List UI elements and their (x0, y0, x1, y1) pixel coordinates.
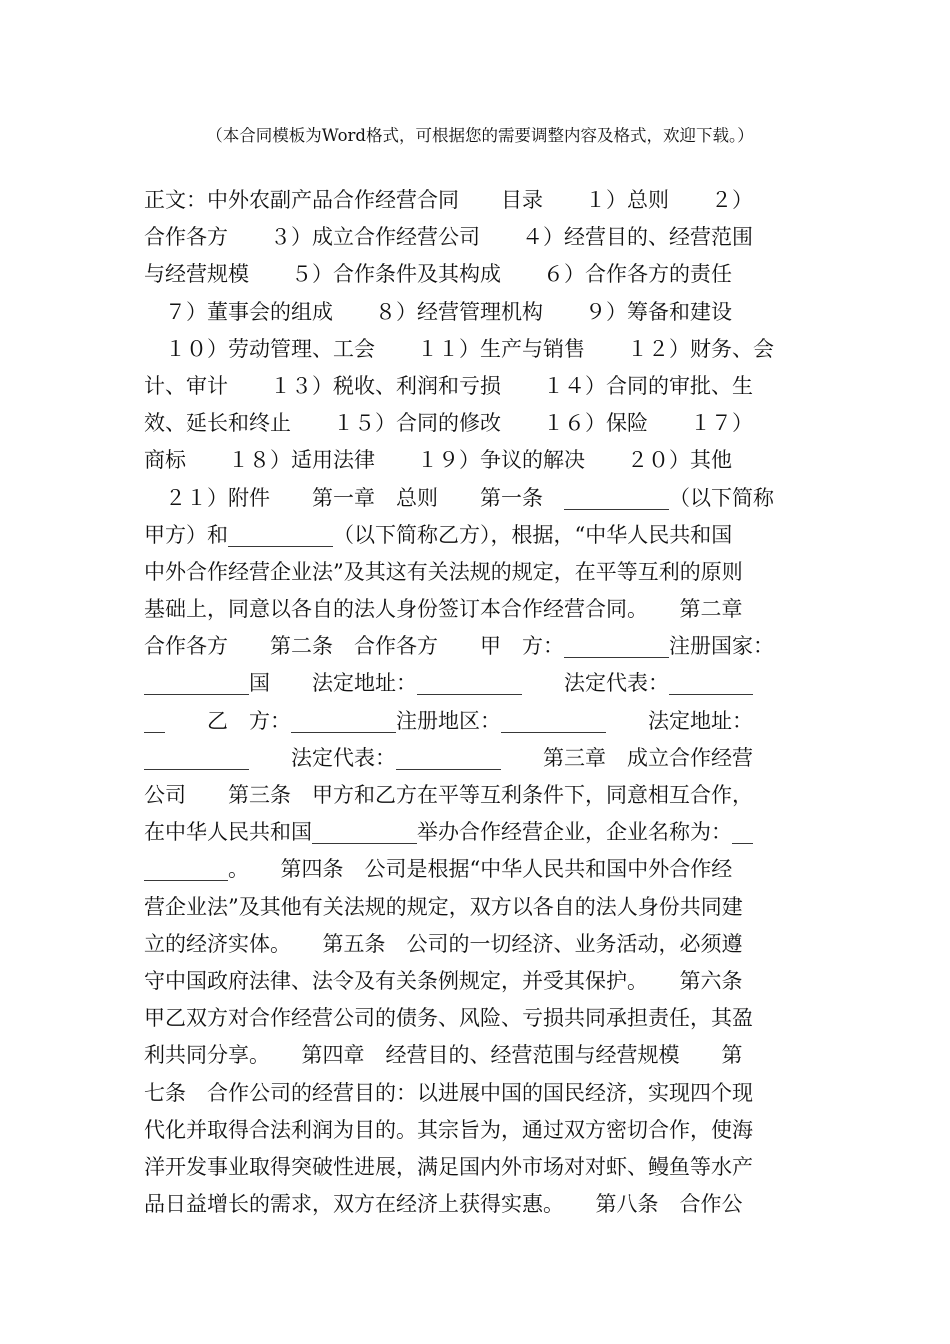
contract-line: １０）劳动管理、工会 １１）生产与销售 １２）财务、会 (144, 336, 774, 361)
contract-line: __________国 法定地址：__________ 法定代表：________ (144, 671, 753, 696)
contract-line: 基础上，同意以各自的法人身份签订本合作经营合同。 第二章 (144, 597, 743, 622)
contract-line: __________ 法定代表：__________ 第三章 成立合作经营 (144, 745, 753, 770)
contract-line: 商标 １８）适用法律 １９）争议的解决 ２０）其他 (144, 448, 732, 473)
contract-line: 利共同分享。 第四章 经营目的、经营范围与经营规模 第 (144, 1043, 743, 1068)
contract-line: 七条 合作公司的经营目的：以进展中国的国民经济，实现四个现 (144, 1080, 753, 1105)
contract-line: 营企业法”及其他有关法规的规定，双方以各自的法人身份共同建 (144, 894, 743, 919)
contract-line: 计、审计 １３）税收、利润和亏损 １４）合同的审批、生 (144, 373, 753, 398)
contract-line: 守中国政府法律、法令及有关条例规定，并受其保护。 第六条 (144, 968, 743, 993)
contract-line: 洋开发事业取得突破性进展，满足国内外市场对对虾、鳗鱼等水产 (144, 1154, 753, 1179)
contract-line: ７）董事会的组成 ８）经营管理机构 ９）筹备和建设 (144, 299, 732, 324)
contract-line: 立的经济实体。 第五条 公司的一切经济、业务活动，必须遵 (144, 931, 743, 956)
contract-line: 正文：中外农副产品合作经营合同 目录 １）总则 ２） (144, 188, 753, 212)
contract-line: 在中华人民共和国__________举办合作经营企业，企业名称为：__ (144, 820, 753, 845)
contract-line: 合作各方 第二条 合作各方 甲 方：__________注册国家： (144, 634, 774, 659)
contract-line: 公司 第三条 甲方和乙方在平等互利条件下，同意相互合作， (144, 783, 753, 807)
contract-line: 甲乙双方对合作经营公司的债务、风险、亏损共同承担责任，其盈 (144, 1006, 753, 1031)
contract-line: 甲方）和__________（以下简称乙方），根据，“中华人民共和国 (144, 522, 733, 547)
contract-line: 与经营规模 ５）合作条件及其构成 ６）合作各方的责任 (144, 262, 732, 287)
contract-line: 中外合作经营企业法”及其这有关法规的规定，在平等互利的原则 (144, 559, 743, 584)
contract-body (144, 182, 814, 1223)
contract-line: 合作各方 ３）成立合作经营公司 ４）经营目的、经营范围 (144, 225, 753, 250)
contract-line: ________。 第四条 公司是根据“中华人民共和国中外合作经 (144, 857, 733, 882)
contract-line: __ 乙 方：__________注册地区：__________ 法定地址： (144, 708, 753, 733)
contract-line: 代化并取得合法利润为目的。其宗旨为，通过双方密切合作，使海 (144, 1117, 753, 1142)
contract-line: 品日益增长的需求，双方在经济上获得实惠。 第八条 合作公 (144, 1192, 743, 1217)
template-notice: （本合同模板为Word格式，可根据您的需要调整内容及格式，欢迎下载。） (206, 126, 754, 145)
contract-line: ２１）附件 第一章 总则 第一条 __________（以下简称 (144, 485, 774, 510)
contract-line: 效、延长和终止 １５）合同的修改 １６）保险 １７） (144, 411, 753, 436)
